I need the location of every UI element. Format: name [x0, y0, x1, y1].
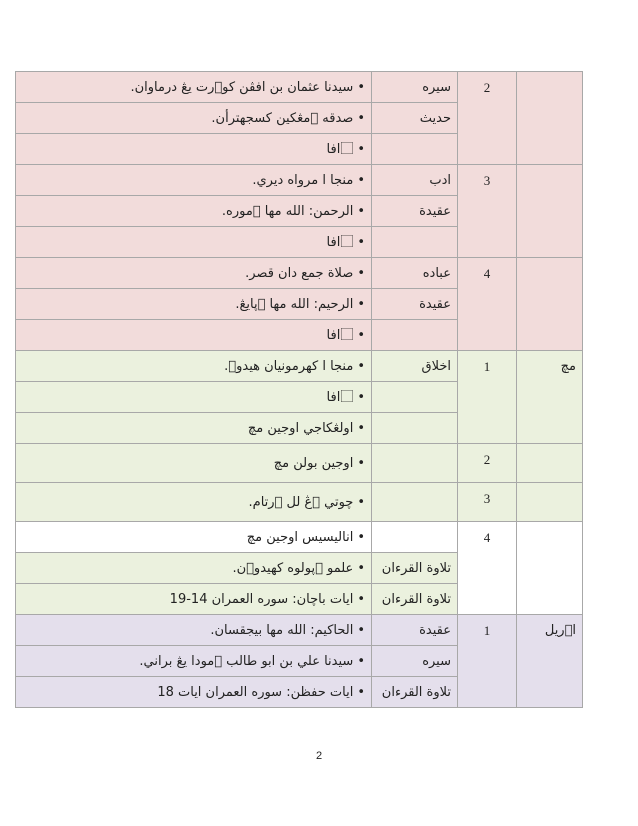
- subject-cell: اخلاق: [372, 351, 458, 382]
- lesson-content: •اناليسيس اوجين مچ: [16, 522, 372, 553]
- month-cell: [517, 72, 583, 165]
- lesson-content: •ايات باچان: سوره العمران 14-19: [16, 584, 372, 615]
- week-number: 1: [458, 351, 517, 444]
- lesson-content: •ايات حفظن: سوره العمران ايات 18: [16, 677, 372, 708]
- table-row: [16, 258, 583, 289]
- month-cell: مچ: [517, 351, 583, 444]
- subject-cell: [372, 444, 458, 483]
- week-number: 2: [458, 72, 517, 165]
- lesson-content: •منجا ا مرواه ديري.: [16, 165, 372, 196]
- subject-cell: [372, 134, 458, 165]
- week-number: 2: [458, 444, 517, 483]
- week-number: 4: [458, 522, 517, 615]
- subject-cell: تلاوة القرءان: [372, 677, 458, 708]
- lesson-content: •سيدنا عثمان بن افڤن كو⃞رت يڠ درماوان.: [16, 72, 372, 103]
- lesson-content: •صلاة جمع دان قصر.: [16, 258, 372, 289]
- month-cell: [517, 444, 583, 483]
- lesson-content: •علمو ⃞ڽولوه كهيدو⃞ن.: [16, 553, 372, 584]
- page-number: 2: [315, 750, 323, 762]
- table-row: [16, 165, 583, 196]
- table-row: [16, 72, 583, 103]
- lesson-content: •⃞افا: [16, 320, 372, 351]
- subject-cell: تلاوة القرءان: [372, 553, 458, 584]
- lesson-content: •الرحيم: الله مها ⃞ڽايڠ.: [16, 289, 372, 320]
- month-cell: [517, 522, 583, 615]
- lesson-content: •اوجين بولن مچ: [16, 444, 372, 483]
- lesson-content: •منجا ا كهرمونيان هيدو⃞.: [16, 351, 372, 382]
- subject-cell: [372, 413, 458, 444]
- lesson-content: •الرحمن: الله مها ⃞موره.: [16, 196, 372, 227]
- subject-cell: [372, 483, 458, 522]
- lesson-content: •⃞افا: [16, 227, 372, 258]
- schedule-table: [15, 71, 583, 708]
- lesson-content: •⃞افا: [16, 382, 372, 413]
- week-number: 1: [458, 615, 517, 708]
- subject-cell: ادب: [372, 165, 458, 196]
- subject-cell: عقيدة: [372, 196, 458, 227]
- subject-cell: حديث: [372, 103, 458, 134]
- subject-cell: سيره: [372, 72, 458, 103]
- subject-cell: عقيدة: [372, 289, 458, 320]
- week-number: 4: [458, 258, 517, 351]
- table-row: [16, 351, 583, 382]
- subject-cell: سيره: [372, 646, 458, 677]
- week-number: 3: [458, 165, 517, 258]
- subject-cell: عباده: [372, 258, 458, 289]
- subject-cell: [372, 522, 458, 553]
- lesson-content: •اولڠكاجي اوجين مچ: [16, 413, 372, 444]
- lesson-content: •سيدنا علي بن ابو طالب ⃞مودا يڠ براني.: [16, 646, 372, 677]
- lesson-content: •چوتي ⃞ڠ لل ⃞رتام.: [16, 483, 372, 522]
- table-row: [16, 444, 583, 483]
- lesson-content: •⃞افا: [16, 134, 372, 165]
- month-cell: [517, 258, 583, 351]
- week-number: 3: [458, 483, 517, 522]
- table-row: [16, 483, 583, 522]
- subject-cell: تلاوة القرءان: [372, 584, 458, 615]
- month-cell: [517, 483, 583, 522]
- table-row: [16, 522, 583, 553]
- table-row: [16, 615, 583, 646]
- lesson-content: •الحاكيم: الله مها بيجقسان.: [16, 615, 372, 646]
- lesson-content: •صدقه ⃞مڠكين كسجهترأن.: [16, 103, 372, 134]
- month-cell: ا⃞ريل: [517, 615, 583, 708]
- subject-cell: [372, 382, 458, 413]
- subject-cell: عقيدة: [372, 615, 458, 646]
- month-cell: [517, 165, 583, 258]
- subject-cell: [372, 227, 458, 258]
- subject-cell: [372, 320, 458, 351]
